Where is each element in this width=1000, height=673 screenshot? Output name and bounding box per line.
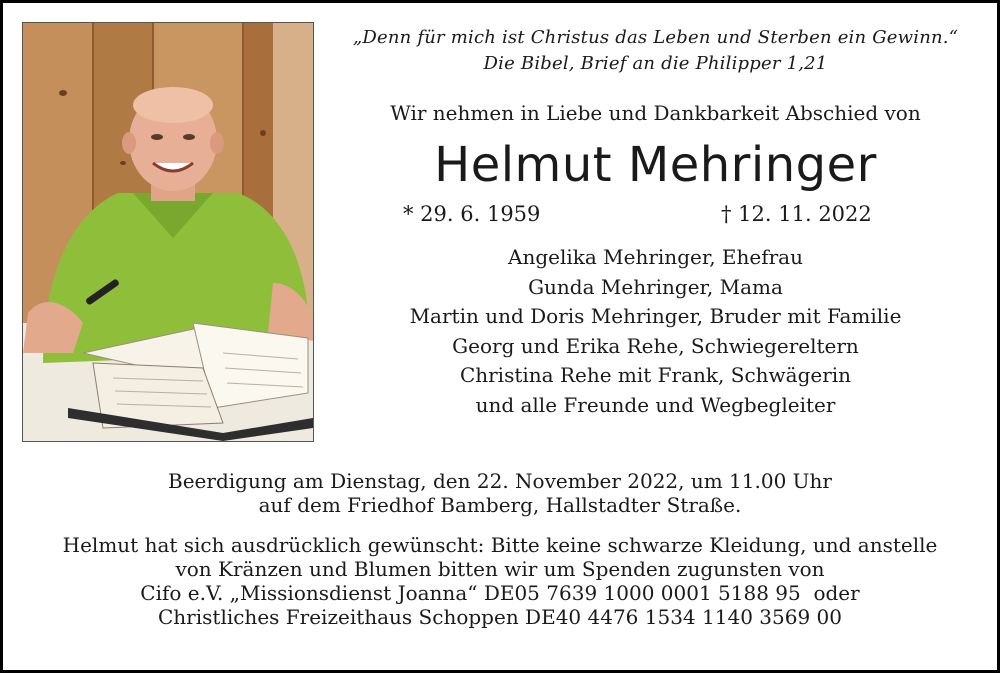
wishes-line: Christliches Freizeithaus Schoppen DE40 4476 1534 1140 3569 00	[158, 605, 842, 629]
burial-line: auf dem Friedhof Bamberg, Hallstadter Straße.	[258, 493, 742, 517]
portrait-photo	[22, 22, 314, 442]
bible-quote	[328, 25, 983, 77]
burial-line: Beerdigung am Dienstag, den 22. November 2022, um 11.00 Uhr	[168, 469, 832, 493]
family-member: Christina Rehe mit Frank, Schwägerin	[459, 363, 852, 388]
family-list	[328, 243, 983, 421]
wishes-line: Cifo e.V. „Missionsdienst Joanna“ DE05 7639 1000 0001 5188 95 oder	[140, 581, 860, 605]
birth-date: * 29. 6. 1959	[403, 202, 541, 226]
wishes-line: Helmut hat sich ausdrücklich gewünscht: Bitte keine schwarze Kleidung, und anstelle	[62, 533, 938, 557]
wishes-line: von Kränzen und Blumen bitten wir um Spenden zugunsten von	[175, 557, 825, 581]
burial-info	[13, 469, 987, 517]
family-member: Martin und Doris Mehringer, Bruder mit Familie	[409, 304, 902, 329]
deceased-name: Helmut Mehringer	[434, 137, 877, 193]
announcement-text	[328, 25, 983, 421]
quote-source: Die Bibel, Brief an die Philipper 1,21	[483, 53, 828, 74]
family-member: Gunda Mehringer, Mama	[528, 274, 783, 299]
family-member: Angelika Mehringer, Ehefrau	[508, 245, 803, 269]
quote-text: „Denn für mich ist Christus das Leben und Sterben ein Gewinn.“	[352, 27, 959, 48]
donation-wishes	[13, 533, 987, 629]
life-dates	[328, 199, 983, 231]
family-member: Georg und Erika Rehe, Schwiegereltern	[452, 333, 859, 358]
family-member: und alle Freunde und Wegbegleiter	[475, 392, 836, 417]
death-date: † 12. 11. 2022	[721, 202, 872, 226]
funeral-details	[13, 469, 987, 629]
intro-line: Wir nehmen in Liebe und Dankbarkeit Abschied von	[390, 101, 921, 125]
